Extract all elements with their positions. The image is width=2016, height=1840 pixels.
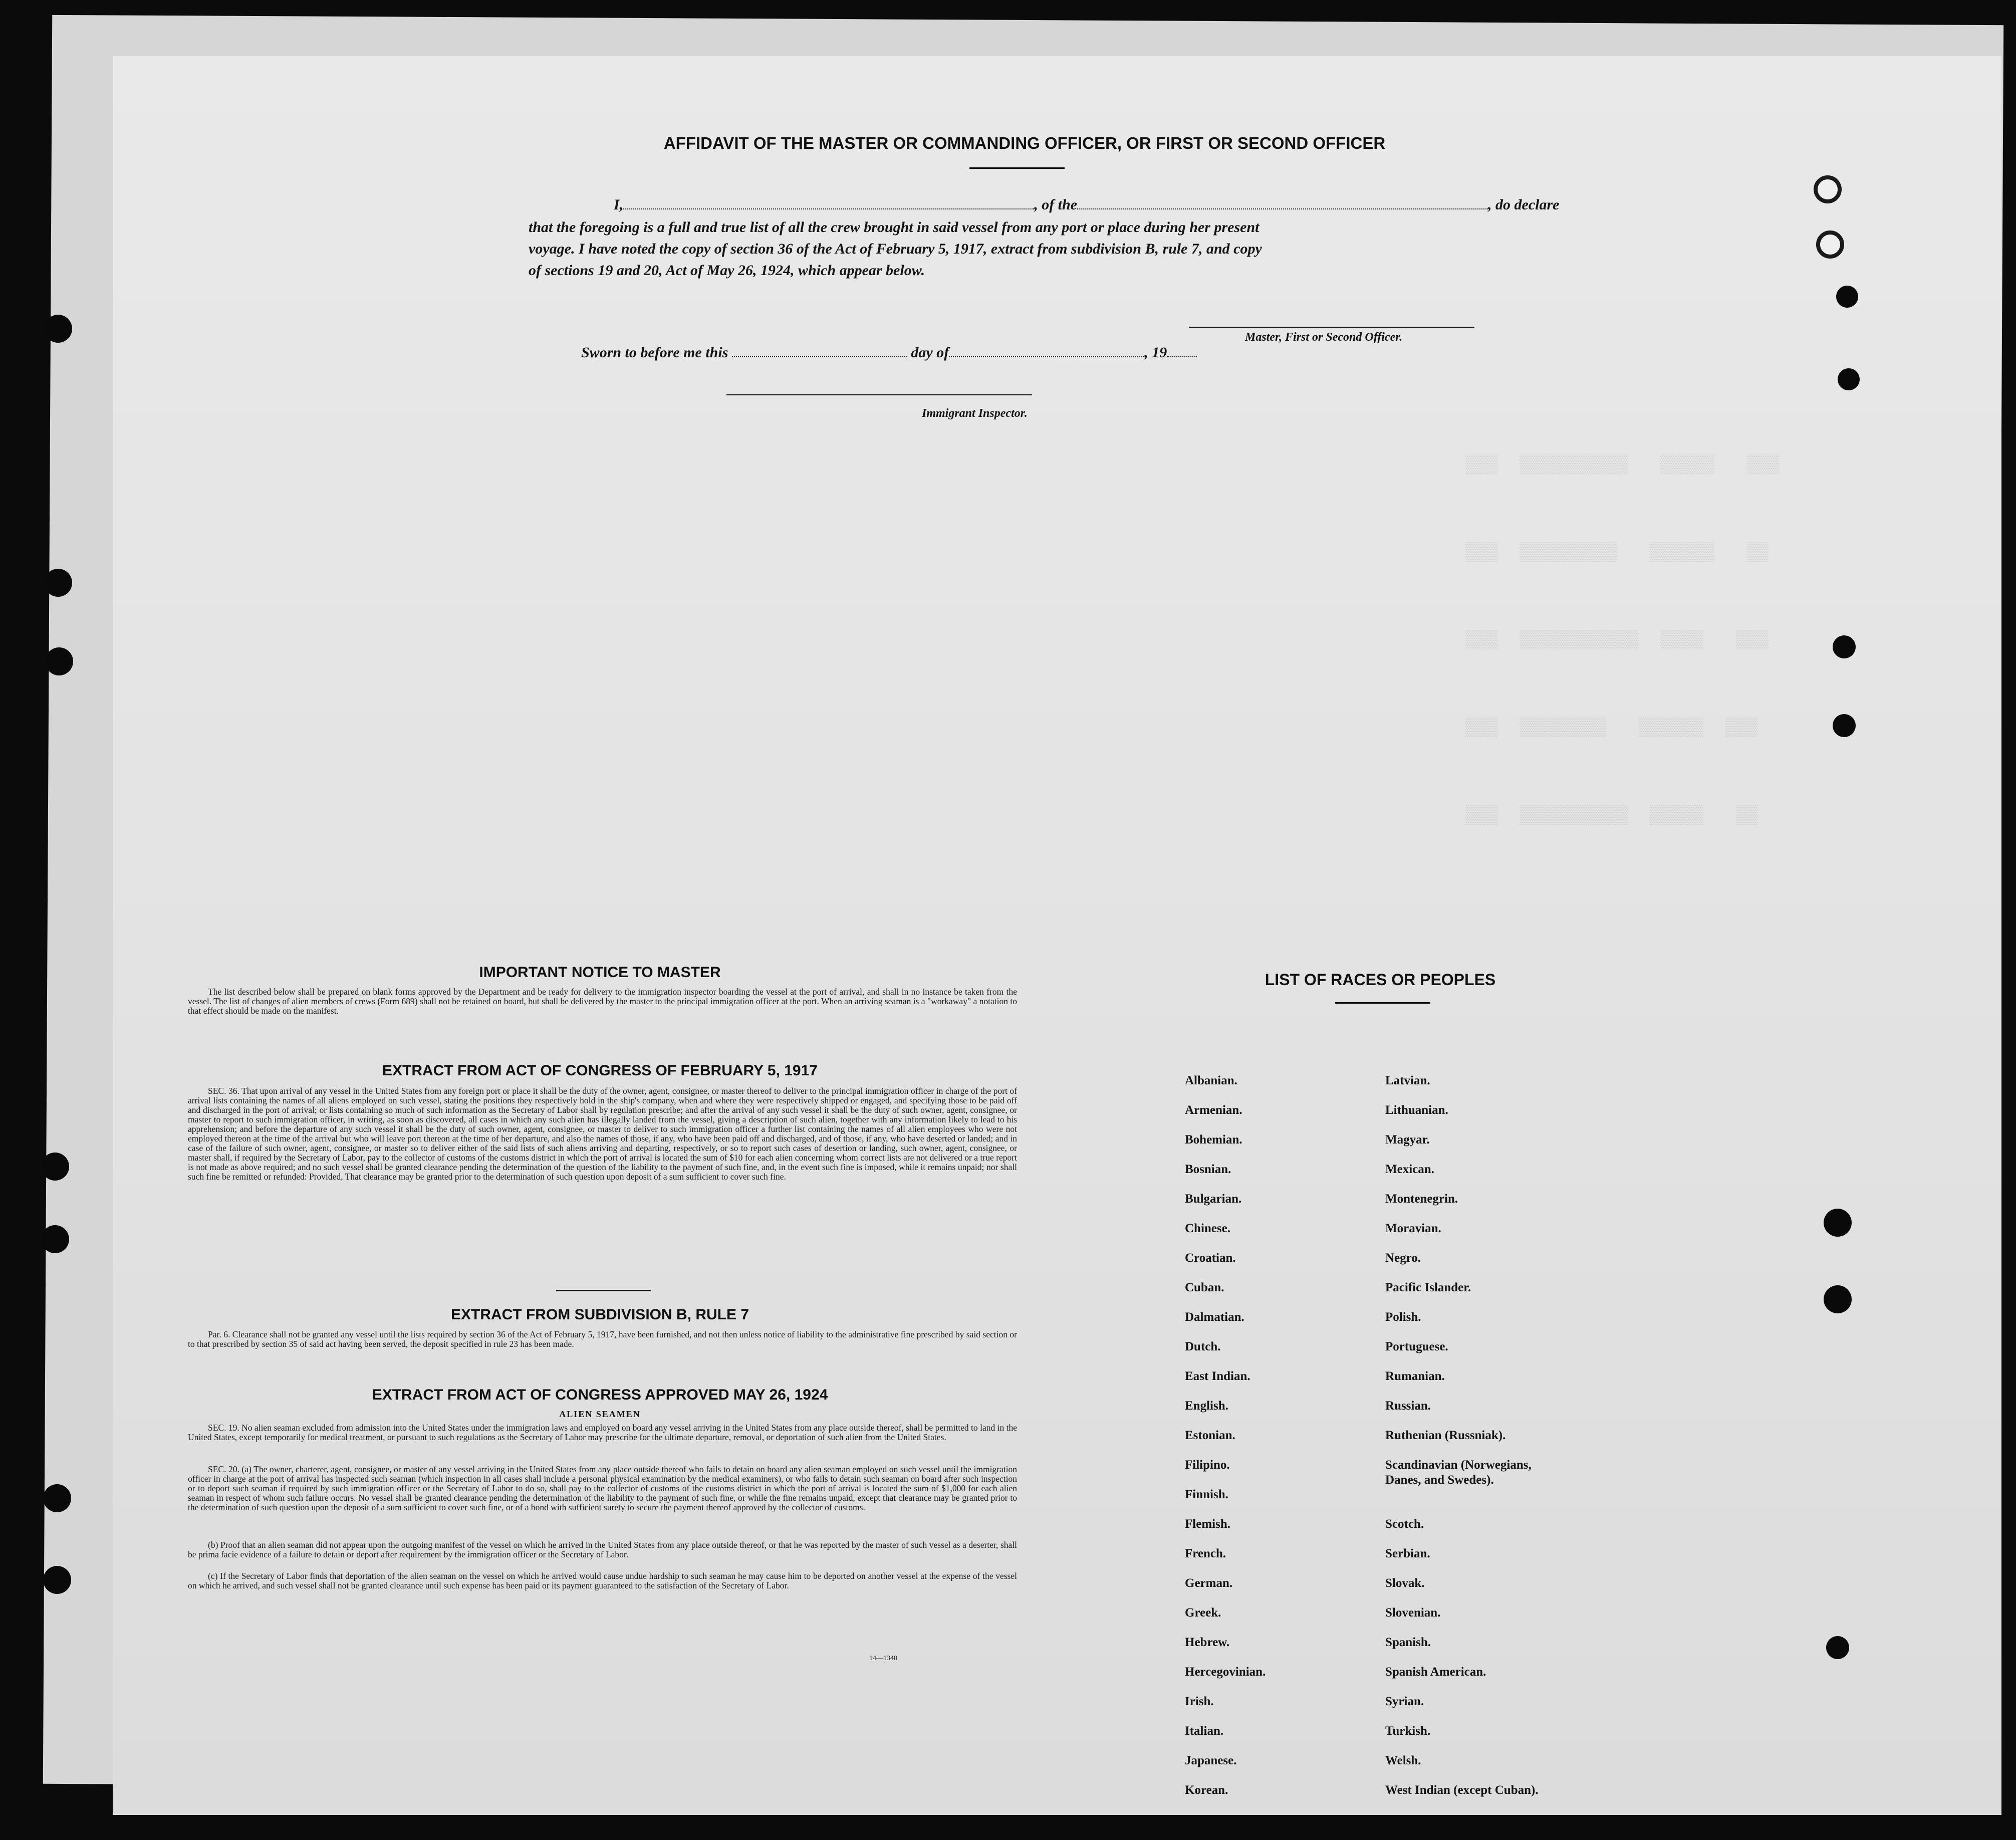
bleed-through-row: ▒▒▒ ▒▒▒▒▒▒▒▒▒▒▒ ▒▒▒▒ ▒▒▒	[1465, 630, 1769, 650]
race-item: Magyar.	[1385, 1133, 1430, 1146]
bleed-through-row: ▒▒▒ ▒▒▒▒▒▒▒▒▒▒ ▒▒▒▒▒ ▒▒	[1465, 805, 1758, 826]
race-item: Bosnian.	[1185, 1163, 1231, 1176]
race-item: Pacific Islander.	[1385, 1281, 1471, 1294]
form-number: 14—1340	[869, 1655, 897, 1662]
extract-rule7-title: EXTRACT FROM SUBDIVISION B, RULE 7	[450, 1306, 749, 1323]
sworn-month-blank[interactable]	[949, 345, 1144, 357]
affidavit-line-4: of sections 19 and 20, Act of May 26, 1924, which appear below.	[529, 262, 925, 279]
race-item: Hebrew.	[1185, 1636, 1230, 1649]
race-item: Spanish.	[1385, 1636, 1431, 1649]
race-item: Finnish.	[1185, 1488, 1228, 1501]
race-item: West Indian (except Cuban).	[1385, 1783, 1539, 1797]
sworn-year-blank[interactable]	[1167, 345, 1197, 357]
punch-hole	[41, 1153, 69, 1181]
race-item: Turkish.	[1385, 1724, 1431, 1738]
affidavit-of-the: , of the	[1034, 196, 1078, 213]
bleed-through-row: ▒▒▒ ▒▒▒▒▒▒▒▒ ▒▒▒▒▒▒ ▒▒▒	[1465, 718, 1758, 738]
race-item: Polish.	[1385, 1310, 1421, 1324]
races-rule	[1335, 1002, 1430, 1004]
affidavit-i: I,	[614, 196, 624, 213]
race-item: Montenegrin.	[1385, 1192, 1458, 1206]
race-item: Slovak.	[1385, 1576, 1425, 1590]
race-item: East Indian.	[1185, 1369, 1250, 1383]
affidavit-line-3: voyage. I have noted the copy of section 36 of the Act of February 5, 1917, extract from subdivision B, rule 7, and copy	[529, 241, 1262, 257]
race-item: Dutch.	[1185, 1340, 1221, 1353]
punch-hole	[41, 1225, 69, 1253]
race-item: Flemish.	[1185, 1517, 1230, 1531]
extract-1924-title: EXTRACT FROM ACT OF CONGRESS APPROVED MAY 26, 1924	[372, 1387, 828, 1403]
race-item: Rumanian.	[1385, 1369, 1445, 1383]
race-item: Welsh.	[1385, 1754, 1421, 1767]
inspector-signature-line[interactable]	[726, 394, 1032, 395]
punch-hole	[43, 1566, 71, 1594]
extract-1924-sec19: SEC. 19. No alien seaman excluded from admission into the United States under the immigration laws and employed on board any vessel arriving in the United States from any place outside thereof, shall be permitted to land in the United States, except temporarily for medical treatment, or pursuant to such regulations as the Secretary of Labor may prescribe for the ultimate departure, removal, or deportation of such alien from the United States.	[188, 1423, 1017, 1442]
race-item: Armenian.	[1185, 1103, 1242, 1117]
affidavit-line-2: that the foregoing is a full and true list of all the crew brought in said vessel from any port or place during her present	[529, 219, 1259, 236]
race-item: Spanish American.	[1385, 1665, 1486, 1679]
race-item: Ruthenian (Russniak).	[1385, 1429, 1506, 1442]
sworn-day-of: day of	[911, 344, 949, 361]
race-item: Bulgarian.	[1185, 1192, 1242, 1206]
race-item: Japanese.	[1185, 1754, 1237, 1767]
name-blank[interactable]	[623, 197, 1034, 209]
race-item: Croatian.	[1185, 1251, 1236, 1265]
race-item: Russian.	[1385, 1399, 1431, 1413]
punch-hole	[43, 1484, 71, 1512]
affidavit-line-1	[614, 196, 1559, 213]
race-item: Hercegovinian.	[1185, 1665, 1266, 1679]
race-item: Irish.	[1185, 1695, 1214, 1708]
bleed-through-row: ▒▒▒ ▒▒▒▒▒▒▒▒▒▒ ▒▒▒▒▒ ▒▒▒	[1465, 454, 1780, 475]
race-item: Filipino.	[1185, 1458, 1230, 1472]
vessel-blank[interactable]	[1077, 197, 1488, 209]
race-item: Scandinavian (Norwegians, Danes, and Swedes).	[1385, 1458, 1532, 1487]
race-item: Portuguese.	[1385, 1340, 1448, 1353]
punch-hole-ring	[1816, 231, 1844, 259]
punch-hole	[1838, 368, 1860, 390]
race-item: Bohemian.	[1185, 1133, 1242, 1146]
race-item: Greek.	[1185, 1606, 1221, 1620]
race-item: Syrian.	[1385, 1695, 1424, 1708]
affidavit-do-declare: , do declare	[1488, 196, 1560, 213]
race-item: Albanian.	[1185, 1074, 1237, 1087]
extract-1917-title: EXTRACT FROM ACT OF CONGRESS OF FEBRUARY 5, 1917	[382, 1062, 818, 1079]
extract-1924-sec20b: (b) Proof that an alien seaman did not appear upon the outgoing manifest of the vessel on which he arrived in the United States from any place outside thereof, or that he was reported by the master of such vessel as a deserter, shall be prima facie evidence of a failure to detain or deport after requirement by the immigration officer or the Secretary of Labor.	[188, 1540, 1017, 1559]
race-item: Italian.	[1185, 1724, 1224, 1738]
sworn-line	[581, 344, 1197, 361]
affidavit-title: AFFIDAVIT OF THE MASTER OR COMMANDING OFFICER, OR FIRST OR SECOND OFFICER	[663, 134, 1386, 152]
race-item: Negro.	[1385, 1251, 1421, 1265]
extract-1924-sec20c: (c) If the Secretary of Labor finds that deportation of the alien seaman on the vessel on which he arrived would cause undue hardship to such seaman he may cause him to be deported on another vessel at the expense of the vessel on which he arrived, and such vessel shall not be granted clearance until such expense has been paid or its payment guaranteed to the satisfaction of the Secretary of Labor.	[188, 1571, 1017, 1590]
races-title: LIST OF RACES OR PEOPLES	[1265, 971, 1496, 989]
race-item: Serbian.	[1385, 1547, 1430, 1560]
punch-hole	[1836, 286, 1858, 308]
race-item: Chinese.	[1185, 1222, 1230, 1235]
title-rule	[969, 167, 1065, 169]
notice-title: IMPORTANT NOTICE TO MASTER	[479, 964, 721, 981]
master-signature-line[interactable]	[1189, 327, 1474, 328]
punch-hole	[1833, 714, 1856, 737]
race-item: French.	[1185, 1547, 1226, 1560]
alien-seamen-subtitle: ALIEN SEAMEN	[559, 1409, 641, 1419]
extract-1917-text: SEC. 36. That upon arrival of any vessel in the United States from any foreign port or place it shall be the duty of the owner, agent, consignee, or master thereof to deliver to the principal immigration officer in charge of the port of arrival lists containing the names of all aliens employed on such vessel, stating the positions they respectively hold in the ship's company, when and where they were respectively shipped or engaged, and specifying those to be paid off and discharged in the port of arrival; or lists containing so much of such information as the Secretary of Labor shall by regulation prescribe; and after the arrival of any such vessel it shall be the duty of such owner, agent, consignee, or master to report to such immigration officer, in writing, as soon as discovered, all cases in which any such alien has illegally landed from the vessel, giving a description of such alien, together with any information likely to lead to his apprehension; and before the departure of any such vessel it shall be the duty of such owner, agent, consignee, or master to deliver to such immigration officer a further list containing the names of all alien employees who were not employed thereon at the time of the arrival but who will leave port thereon at the time of her departure, and also the names of those, if any, who have been paid off and discharged, and of those, if any, who have deserted or landed; and in case of the failure of such owner, agent, consignee, or master so to deliver either of the said lists of such aliens arriving and departing, respectively, or so to report such cases of desertion or landing, such owner, agent, consignee, or master shall, if required by the Secretary of Labor, pay to the collector of customs of the customs district in which the port of arrival is located the sum of $10 for each alien concerning whom correct lists are not delivered or a true report is not made as above required; and no such vessel shall be granted clearance pending the determination of the question of the liability to the payment of such fine, and, in the event such fine is imposed, while it remains unpaid; nor shall such fine be remitted or refunded: Provided, That clearance may be granted prior to the determination of such question upon deposit of a sum sufficient to cover such fine.	[188, 1086, 1017, 1182]
race-item: Dalmatian.	[1185, 1310, 1244, 1324]
extract-1924-sec20a: SEC. 20. (a) The owner, charterer, agent, consignee, or master of any vessel arriving in the United States from any place outside thereof who fails to detain on board any alien seaman employed on such vessel until the immigration officer in charge at the port of arrival has inspected such seaman (which inspection in all cases shall include a personal physical examination by the medical examiners), or who fails to detain such seaman on board after such inspection or to deport such seaman if required by such immigration officer or the Secretary of Labor to do so, shall pay to the collector of customs of the customs district in which the port of arrival is located the sum of $1,000 for each alien seaman in respect of whom such failure occurs. No vessel shall be granted clearance pending the determination of the liability to the payment of such fine, or while the fine remains unpaid, except that clearance may be granted prior to the determination of such question upon the deposit of a sum sufficient to cover such fine, or of a bond with sufficient surety to secure the payment thereof approved by the collector of customs.	[188, 1464, 1017, 1512]
section-rule	[556, 1290, 651, 1291]
punch-hole	[1833, 635, 1856, 658]
race-item: English.	[1185, 1399, 1228, 1413]
race-item: Latvian.	[1385, 1074, 1430, 1087]
punch-hole	[44, 569, 72, 597]
race-item: Scotch.	[1385, 1517, 1424, 1531]
race-item: Korean.	[1185, 1783, 1228, 1797]
notice-text: The list described below shall be prepared on blank forms approved by the Department and be ready for delivery to the immigration inspector boarding the vessel at the port of arrival, and shall in no instance be taken from the vessel. The list of changes of alien members of crews (Form 689) shall not be retained on board, but shall be delivered by the master to the principal immigration officer at the port. When an arriving seaman is a "workaway" a notation to that effect should be made on the manifest.	[188, 987, 1017, 1016]
race-item: Slovenian.	[1385, 1606, 1441, 1620]
race-item: Estonian.	[1185, 1429, 1235, 1442]
sworn-year: , 19	[1144, 344, 1167, 361]
affidavit-page	[113, 56, 2001, 1815]
punch-hole	[1824, 1285, 1852, 1313]
race-item: Lithuanian.	[1385, 1103, 1448, 1117]
extract-rule7-text: Par. 6. Clearance shall not be granted any vessel until the lists required by section 36 of the Act of February 5, 1917, have been furnished, and not then unless notice of liability to the administrative fine prescribed by said section or to that prescribed by section 35 of said act having been served, the deposit specified in rule 23 has been made.	[188, 1329, 1017, 1349]
bleed-through-row: ▒▒▒ ▒▒▒▒▒▒▒▒▒ ▒▒▒▒▒▒ ▒▒	[1465, 542, 1769, 563]
punch-hole	[45, 647, 73, 675]
sworn-day-blank[interactable]	[732, 345, 907, 357]
master-label: Master, First or Second Officer.	[1245, 331, 1403, 344]
race-item: German.	[1185, 1576, 1233, 1590]
race-item: Cuban.	[1185, 1281, 1224, 1294]
punch-hole-ring	[1814, 175, 1842, 203]
sworn-prefix: Sworn to before me this	[581, 344, 728, 361]
punch-hole	[1826, 1636, 1849, 1659]
race-item: Moravian.	[1385, 1222, 1441, 1235]
punch-hole	[1824, 1209, 1852, 1237]
race-item: Mexican.	[1385, 1163, 1434, 1176]
punch-hole	[44, 315, 72, 343]
inspector-label: Immigrant Inspector.	[922, 407, 1028, 420]
